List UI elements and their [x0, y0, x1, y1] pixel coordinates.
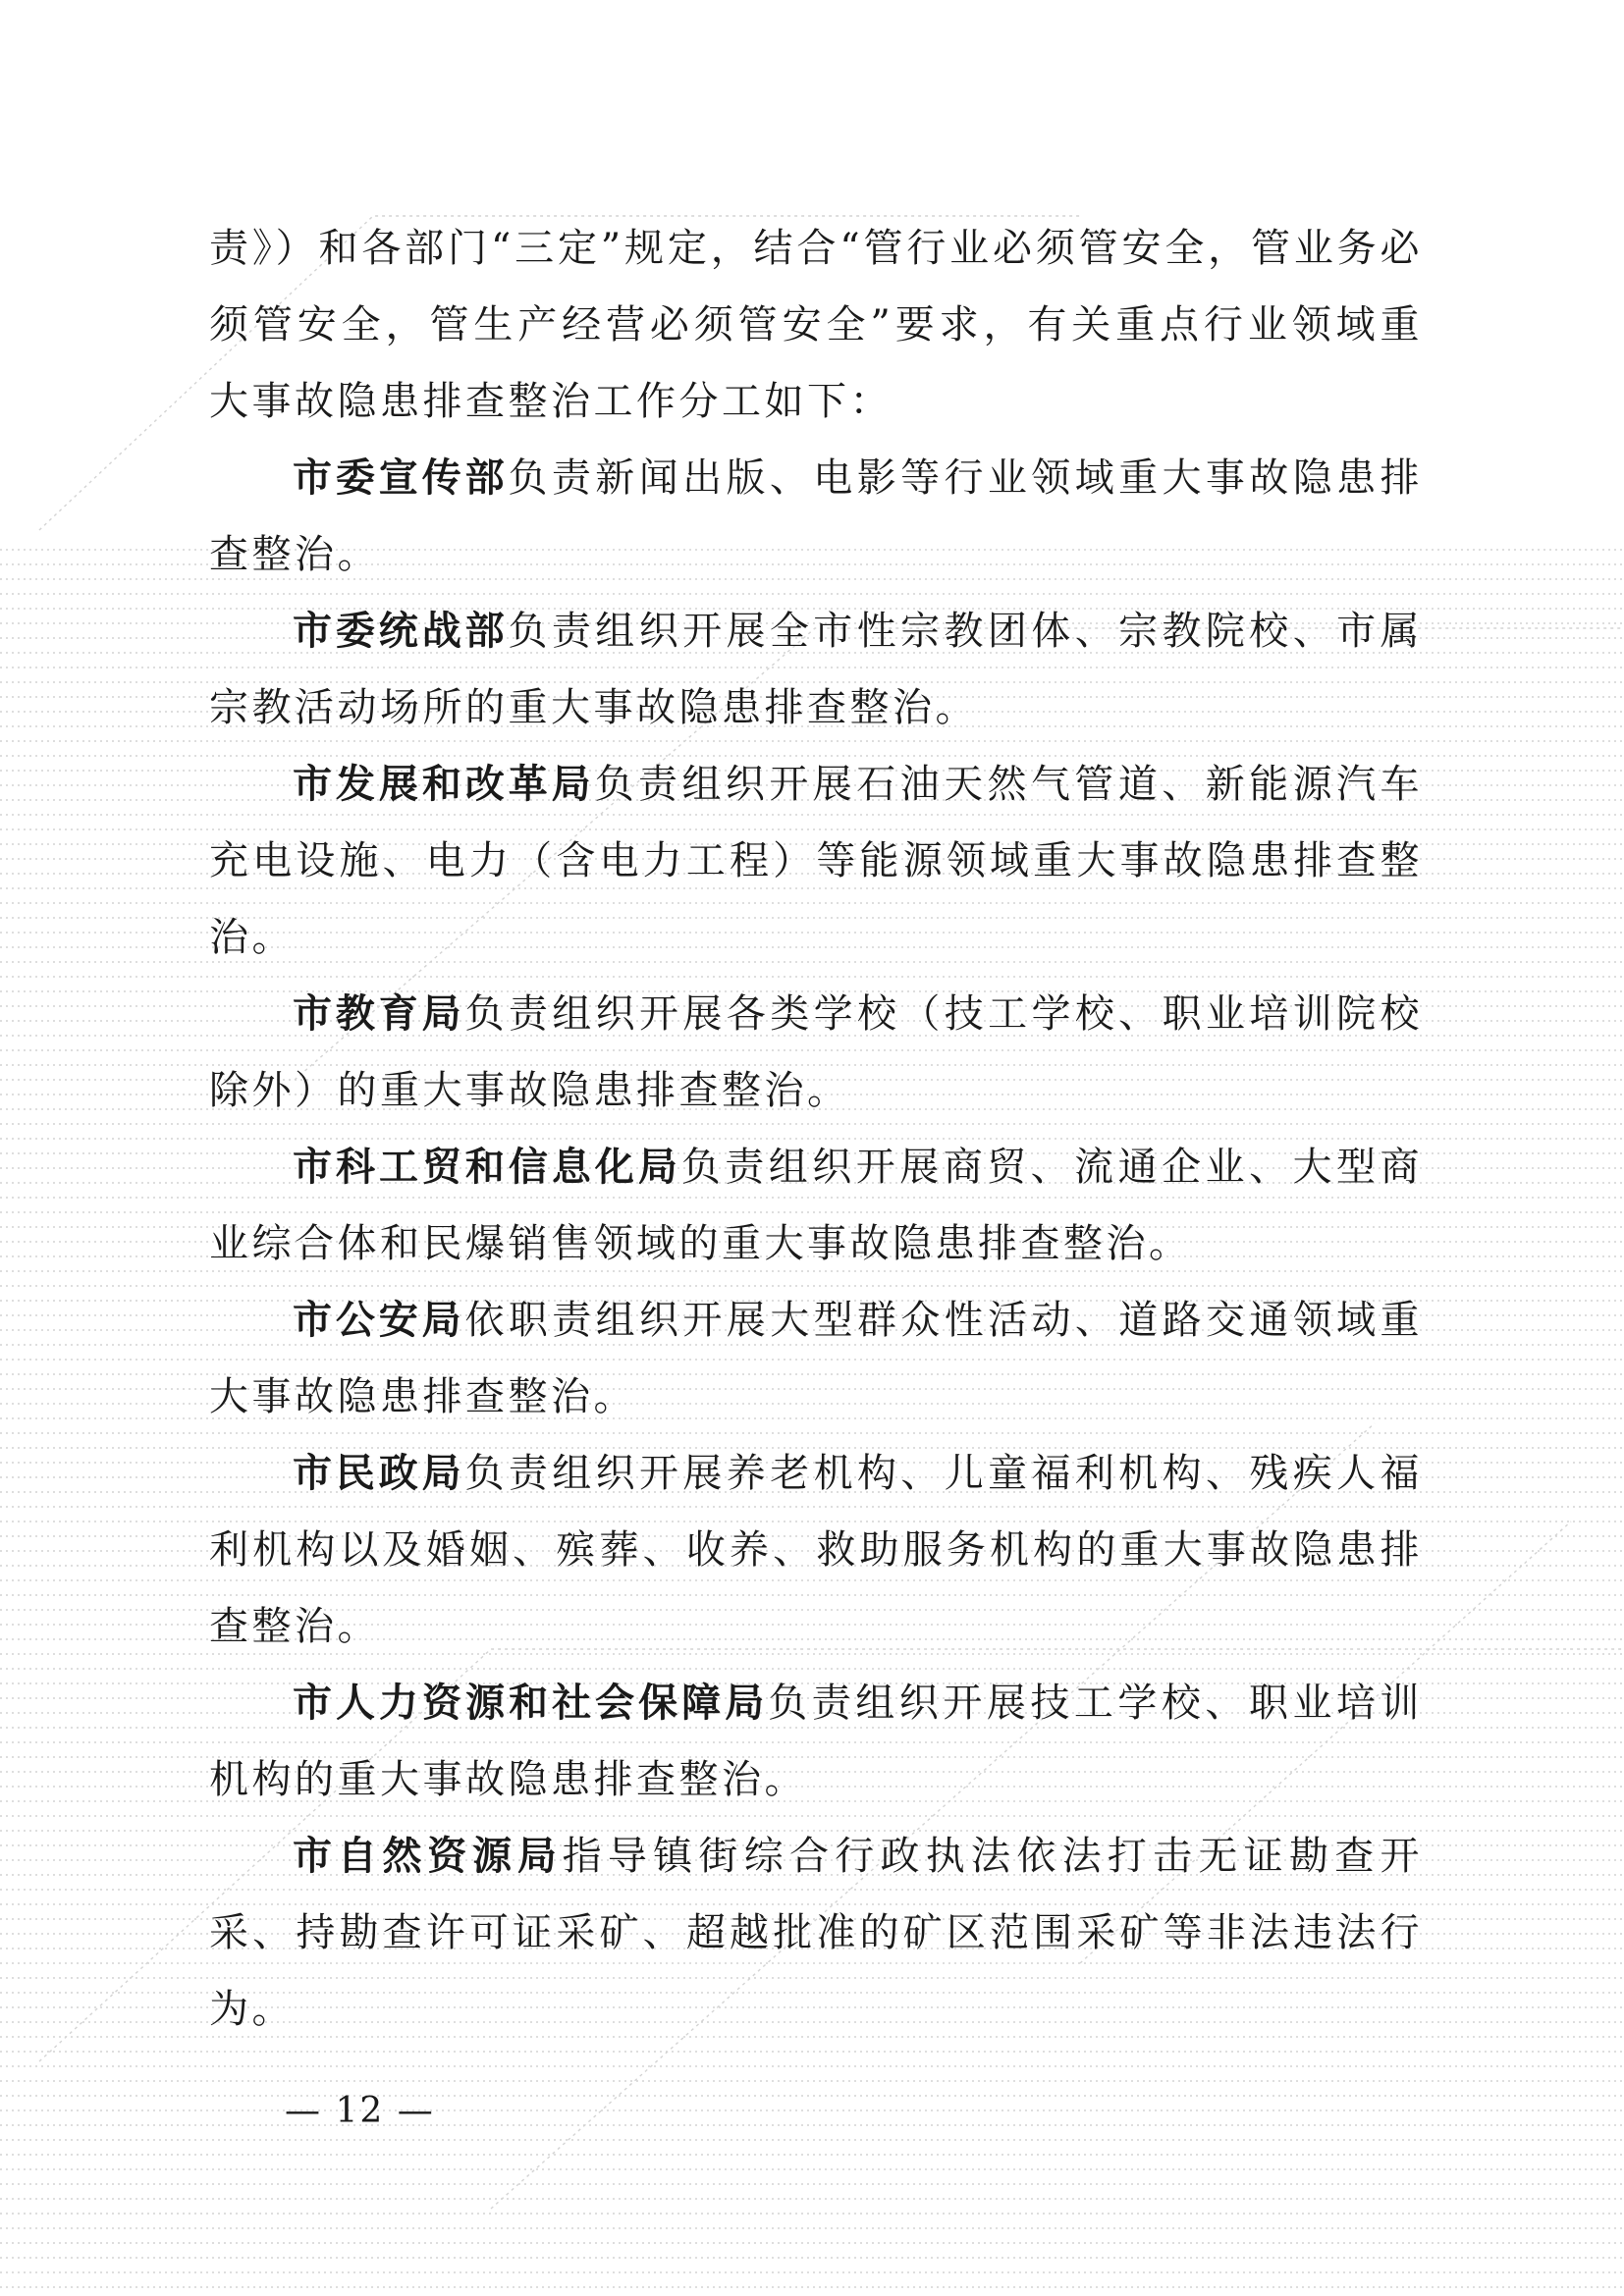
dept-name: 市发展和改革局 — [293, 762, 595, 807]
paragraph-natural-resources — [209, 1818, 1423, 2048]
dept-name: 市委统战部 — [293, 609, 509, 654]
dept-duty: 负责新闻出版、电影等行业领域重大事故隐患排查整治。 — [209, 455, 1423, 577]
dept-duty: 负责组织开展商贸、流通企业、大型商业综合体和民爆销售领域的重大事故隐患排查整治。 — [209, 1145, 1424, 1266]
dept-duty: 负责组织开展养老机构、儿童福利机构、残疾人福利机构以及婚姻、殡葬、收养、救助服务机构的重大事故隐患排查整治。 — [209, 1451, 1424, 1649]
document-body — [209, 210, 1423, 2048]
dept-name: 市公安局 — [293, 1298, 465, 1343]
dept-name: 市人力资源和社会保障局 — [293, 1681, 769, 1726]
dept-duty: 负责组织开展各类学校（技工学校、职业培训院校除外）的重大事故隐患排查整治。 — [209, 991, 1424, 1113]
paragraph-industry-trade-it — [209, 1129, 1423, 1282]
paragraph-civil-affairs — [209, 1435, 1423, 1665]
paragraph-human-resources — [209, 1665, 1423, 1818]
paragraph-public-security — [209, 1282, 1423, 1435]
paragraph-education — [209, 976, 1423, 1129]
dept-duty: 负责组织开展石油天然气管道、新能源汽车充电设施、电力（含电力工程）等能源领域重大事故隐患排查整治。 — [209, 762, 1424, 960]
paragraph-publicity-dept — [209, 440, 1423, 593]
paragraph-united-front-dept — [209, 593, 1423, 746]
dept-name: 市民政局 — [293, 1451, 465, 1496]
dept-name: 市教育局 — [293, 991, 465, 1037]
dept-name: 市委宣传部 — [293, 455, 509, 501]
dept-duty: 负责组织开展全市性宗教团体、宗教院校、市属宗教活动场所的重大事故隐患排查整治。 — [209, 609, 1423, 730]
dept-duty: 依职责组织开展大型群众性活动、道路交通领域重大事故隐患排查整治。 — [209, 1298, 1424, 1419]
intro-paragraph: 责》）和各部门“三定”规定，结合“管行业必须管安全，管业务必须管安全，管生产经营必须管安全”要求，有关重点行业领域重大事故隐患排查整治工作分工如下： — [209, 226, 1423, 424]
paragraph-development-reform — [209, 746, 1423, 976]
dept-duty: 负责组织开展技工学校、职业培训机构的重大事故隐患排查整治。 — [209, 1681, 1424, 1802]
dept-name: 市自然资源局 — [293, 1834, 563, 1879]
dept-name: 市科工贸和信息化局 — [293, 1145, 681, 1190]
dept-duty: 指导镇街综合行政执法依法打击无证勘查开采、持勘查许可证采矿、超越批准的矿区范围采矿等非法违法行为。 — [209, 1834, 1423, 2032]
page-number: — 12 — — [285, 2091, 435, 2131]
